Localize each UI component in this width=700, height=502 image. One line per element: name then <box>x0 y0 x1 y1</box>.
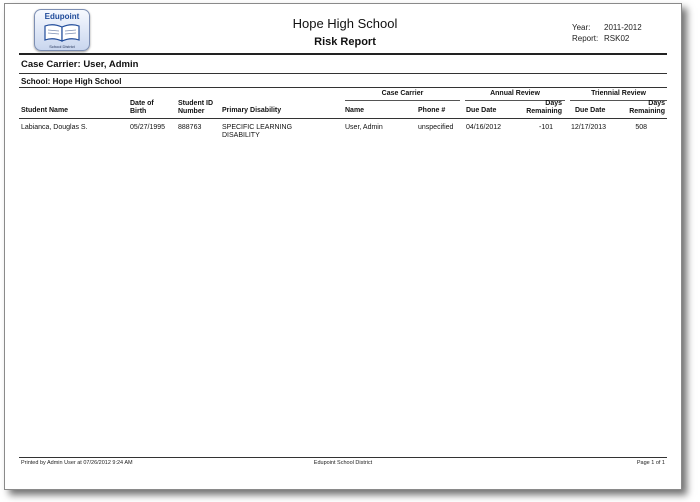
report-code: RSK02 <box>604 34 630 43</box>
group-case-carrier-underline <box>345 100 460 101</box>
report-title: Risk Report <box>314 36 376 48</box>
col-student-id: Student ID Number <box>178 100 213 115</box>
case-carrier-label: Case Carrier: <box>21 59 81 70</box>
col-phone: Phone # <box>418 107 446 114</box>
book-icon <box>43 23 81 43</box>
school-divider <box>19 87 667 88</box>
cell-student-name: Labianca, Douglas S. <box>21 124 88 131</box>
group-annual-review: Annual Review <box>490 90 540 97</box>
report-label: Report: <box>572 34 599 43</box>
school-label: School: <box>21 77 51 86</box>
report-school-name: Hope High School <box>292 16 398 31</box>
cell-primary-disability: SPECIFIC LEARNING DISABILITY <box>222 124 293 139</box>
case-carrier-value: User, Admin <box>83 59 139 70</box>
footer-printed-by: Printed by Admin User at 07/26/2012 9:24 AM <box>21 460 133 466</box>
section-divider <box>19 73 667 74</box>
footer-district: Edupoint School District <box>313 460 373 466</box>
group-case-carrier: Case Carrier <box>381 90 424 97</box>
group-triennial-review: Triennial Review <box>591 90 646 97</box>
col-triennial-due-date: Due Date <box>575 107 606 114</box>
cell-case-carrier-name: User, Admin <box>345 124 383 131</box>
col-case-carrier-name: Name <box>345 107 365 114</box>
cell-date-of-birth: 05/27/1995 <box>130 124 166 131</box>
cell-triennial-due-date: 12/17/2013 <box>571 124 607 131</box>
logo-subtext: School District <box>49 44 75 49</box>
header-divider <box>19 53 667 55</box>
col-annual-days-remaining: Days Remaining <box>526 100 562 115</box>
case-carrier-heading <box>21 59 138 70</box>
cell-annual-due-date: 04/16/2012 <box>466 124 502 131</box>
column-header-divider <box>19 118 667 119</box>
cell-annual-days-remaining: -101 <box>538 124 553 131</box>
cell-student-id: 888763 <box>178 124 202 131</box>
col-student-name: Student Name <box>21 107 69 114</box>
footer-page-number: Page 1 of 1 <box>636 460 665 466</box>
col-primary-disability: Primary Disability <box>222 107 282 114</box>
school-value: Hope High School <box>52 77 122 86</box>
col-triennial-days-remaining: Days Remaining <box>629 100 665 115</box>
year-label: Year: <box>572 23 591 32</box>
cell-phone: unspecified <box>418 124 454 131</box>
report-page <box>4 3 682 490</box>
col-annual-due-date: Due Date <box>466 107 497 114</box>
edupoint-logo <box>34 9 90 51</box>
footer-divider <box>19 457 667 458</box>
cell-triennial-days-remaining: 508 <box>635 124 647 131</box>
col-date-of-birth: Date of Birth <box>130 100 154 115</box>
school-heading <box>21 77 121 86</box>
year-value: 2011-2012 <box>604 23 642 32</box>
logo-text: Edupoint <box>44 12 80 21</box>
